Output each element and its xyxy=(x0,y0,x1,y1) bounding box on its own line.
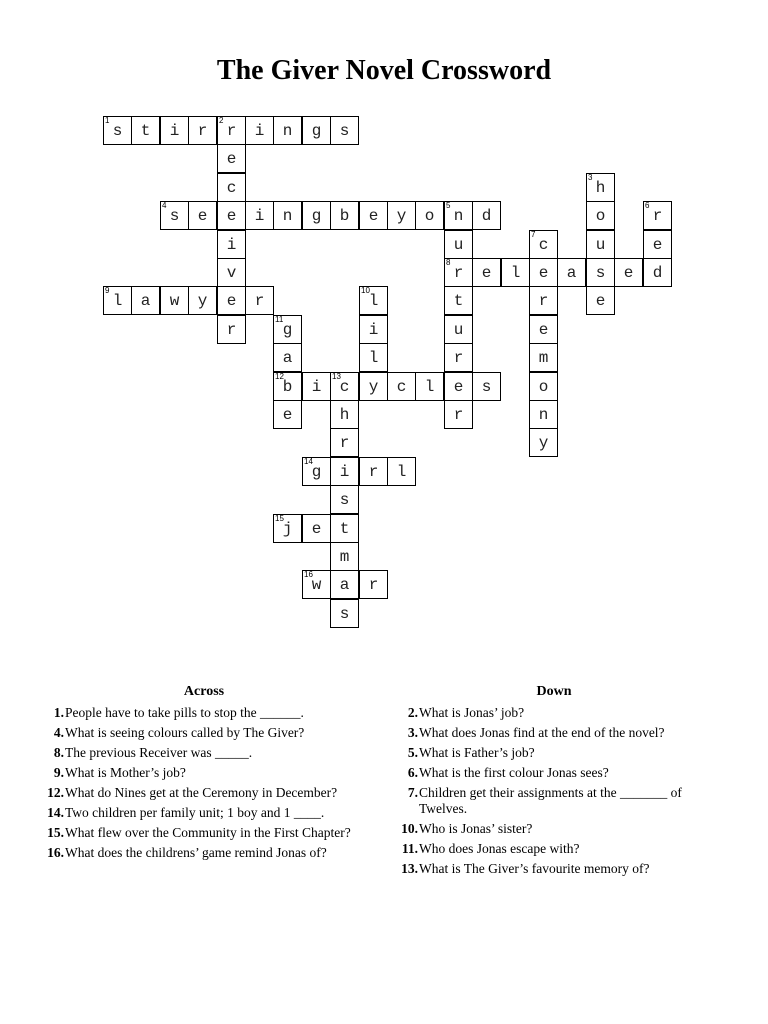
grid-cell xyxy=(359,372,388,401)
cell-letter: g xyxy=(311,462,322,481)
grid-cell xyxy=(103,116,132,145)
clue-number: 11. xyxy=(401,841,418,856)
clue-number: 6. xyxy=(407,765,418,780)
grid-cell xyxy=(529,372,558,401)
cell-letter: e xyxy=(282,405,293,424)
grid-cell xyxy=(586,201,615,230)
grid-cell xyxy=(472,201,501,230)
grid-cell xyxy=(103,286,132,315)
down-clue xyxy=(392,765,732,781)
clue-text: Children get their assignments at the _______ of Twelves. xyxy=(419,785,682,816)
clue-number: 6 xyxy=(645,201,650,210)
clue-number: 4 xyxy=(162,201,167,210)
down-clue xyxy=(392,841,732,857)
cell-letter: r xyxy=(538,291,549,310)
clue-number: 8 xyxy=(446,258,451,267)
grid-cell xyxy=(330,514,359,543)
grid-cell xyxy=(359,201,388,230)
grid-cell xyxy=(160,286,189,315)
cell-letter: c xyxy=(396,377,407,396)
cell-letter: m xyxy=(538,348,549,367)
across-clue xyxy=(38,805,368,821)
cell-letter: r xyxy=(254,291,265,310)
clue-text: Two children per family unit; 1 boy and 1 ____. xyxy=(65,805,325,820)
cell-letter: r xyxy=(339,433,350,452)
grid-cell xyxy=(529,286,558,315)
grid-cell xyxy=(217,286,246,315)
grid-cell xyxy=(643,258,672,287)
clue-text: What is Father’s job? xyxy=(419,745,535,760)
cell-letter: e xyxy=(226,206,237,225)
cell-letter: e xyxy=(538,263,549,282)
cell-letter: w xyxy=(169,291,180,310)
grid-cell xyxy=(359,570,388,599)
grid-cell xyxy=(245,201,274,230)
down-clue xyxy=(392,745,732,761)
clue-number: 13 xyxy=(332,372,341,381)
grid-cell xyxy=(188,201,217,230)
cell-letter: r xyxy=(368,462,379,481)
cell-letter: l xyxy=(510,263,521,282)
grid-cell xyxy=(273,372,302,401)
grid-cell xyxy=(444,258,473,287)
clue-text: What is seeing colours called by The Giver? xyxy=(65,725,305,740)
clue-number: 11 xyxy=(275,315,284,324)
grid-cell xyxy=(302,116,331,145)
clue-number: 12 xyxy=(275,372,284,381)
cell-letter: s xyxy=(595,263,606,282)
clue-text: What do Nines get at the Ceremony in December? xyxy=(65,785,338,800)
clue-number: 1. xyxy=(53,705,64,720)
grid-cell xyxy=(273,343,302,372)
clue-number: 7. xyxy=(407,785,418,800)
clue-text: What does Jonas find at the end of the novel? xyxy=(419,725,665,740)
cell-letter: s xyxy=(339,121,350,140)
down-clue xyxy=(392,725,732,741)
cell-letter: w xyxy=(311,575,322,594)
cell-letter: a xyxy=(339,575,350,594)
grid-cell xyxy=(387,457,416,486)
grid-cell xyxy=(359,343,388,372)
across-clues xyxy=(38,684,368,865)
grid-cell xyxy=(444,230,473,259)
down-clue xyxy=(392,785,732,817)
cell-letter: e xyxy=(652,235,663,254)
cell-letter: e xyxy=(481,263,492,282)
grid-cell xyxy=(444,201,473,230)
cell-letter: i xyxy=(311,377,322,396)
cell-letter: r xyxy=(652,206,663,225)
cell-letter: e xyxy=(311,519,322,538)
grid-cell xyxy=(302,570,331,599)
clue-number: 3 xyxy=(588,173,593,182)
cell-letter: n xyxy=(538,405,549,424)
across-clue xyxy=(38,825,368,841)
cell-letter: e xyxy=(595,291,606,310)
across-clue xyxy=(38,725,368,741)
grid-cell xyxy=(160,201,189,230)
cell-letter: l xyxy=(368,291,379,310)
grid-cell xyxy=(217,230,246,259)
grid-cell xyxy=(245,116,274,145)
grid-cell xyxy=(359,286,388,315)
cell-letter: n xyxy=(282,206,293,225)
across-clue xyxy=(38,705,368,721)
cell-letter: n xyxy=(453,206,464,225)
clue-number: 15 xyxy=(275,514,284,523)
grid-cell xyxy=(444,372,473,401)
cell-letter: e xyxy=(623,263,634,282)
cell-letter: l xyxy=(424,377,435,396)
grid-cell xyxy=(586,173,615,202)
clue-number: 10 xyxy=(361,286,370,295)
grid-cell xyxy=(359,315,388,344)
cell-letter: e xyxy=(226,149,237,168)
down-clue xyxy=(392,821,732,837)
grid-cell xyxy=(302,201,331,230)
cell-letter: b xyxy=(282,377,293,396)
clue-number: 1 xyxy=(105,116,110,125)
grid-cell xyxy=(586,230,615,259)
cell-letter: i xyxy=(339,462,350,481)
clue-text: Who is Jonas’ sister? xyxy=(419,821,533,836)
cell-letter: g xyxy=(311,121,322,140)
grid-cell xyxy=(188,286,217,315)
clue-text: Who does Jonas escape with? xyxy=(419,841,580,856)
cell-letter: u xyxy=(453,320,464,339)
grid-cell xyxy=(444,315,473,344)
cell-letter: j xyxy=(282,519,293,538)
grid-cell xyxy=(472,258,501,287)
across-clue xyxy=(38,845,368,861)
clue-number: 2 xyxy=(219,116,224,125)
grid-cell xyxy=(330,485,359,514)
grid-cell xyxy=(302,457,331,486)
cell-letter: r xyxy=(453,263,464,282)
cell-letter: r xyxy=(453,405,464,424)
clue-number: 10. xyxy=(401,821,418,836)
across-clue xyxy=(38,765,368,781)
grid-cell xyxy=(245,286,274,315)
cell-letter: i xyxy=(254,206,265,225)
grid-cell xyxy=(444,400,473,429)
cell-letter: a xyxy=(282,348,293,367)
grid-cell xyxy=(330,372,359,401)
clue-number: 14 xyxy=(304,457,313,466)
grid-cell xyxy=(330,542,359,571)
cell-letter: s xyxy=(339,604,350,623)
cell-letter: l xyxy=(396,462,407,481)
cell-letter: c xyxy=(339,377,350,396)
clue-text: What is Jonas’ job? xyxy=(419,705,525,720)
grid-cell xyxy=(586,258,615,287)
cell-letter: t xyxy=(339,519,350,538)
grid-cell xyxy=(415,201,444,230)
cell-letter: c xyxy=(538,235,549,254)
grid-cell xyxy=(529,230,558,259)
grid-cell xyxy=(273,400,302,429)
cell-letter: e xyxy=(368,206,379,225)
clue-text: What is Mother’s job? xyxy=(65,765,186,780)
grid-cell xyxy=(614,258,643,287)
grid-cell xyxy=(330,400,359,429)
cell-letter: t xyxy=(453,291,464,310)
across-heading: Across xyxy=(183,684,225,699)
cell-letter: a xyxy=(566,263,577,282)
cell-letter: t xyxy=(140,121,151,140)
cell-letter: r xyxy=(226,121,237,140)
grid-cell xyxy=(472,372,501,401)
cell-letter: o xyxy=(595,206,606,225)
clue-number: 8. xyxy=(53,745,64,760)
grid-cell xyxy=(586,286,615,315)
grid-cell xyxy=(273,514,302,543)
cell-letter: r xyxy=(226,320,237,339)
cell-letter: y xyxy=(197,291,208,310)
grid-cell xyxy=(529,258,558,287)
grid-cell xyxy=(330,201,359,230)
cell-letter: g xyxy=(282,320,293,339)
clue-text: People have to take pills to stop the ______. xyxy=(65,705,304,720)
grid-cell xyxy=(131,116,160,145)
clue-text: What flew over the Community in the First Chapter? xyxy=(65,825,351,840)
grid-cell xyxy=(330,570,359,599)
cell-letter: i xyxy=(226,235,237,254)
grid-cell xyxy=(217,173,246,202)
cell-letter: i xyxy=(368,320,379,339)
down-clue xyxy=(392,705,732,721)
cell-letter: r xyxy=(453,348,464,367)
grid-cell xyxy=(529,315,558,344)
cell-letter: a xyxy=(140,291,151,310)
cell-letter: s xyxy=(169,206,180,225)
clue-text: The previous Receiver was _____. xyxy=(65,745,253,760)
grid-cell xyxy=(330,457,359,486)
grid-cell xyxy=(131,286,160,315)
grid-cell xyxy=(330,428,359,457)
cell-letter: v xyxy=(226,263,237,282)
page-title: The Giver Novel Crossword xyxy=(216,55,552,86)
grid-cell xyxy=(302,514,331,543)
cell-letter: d xyxy=(481,206,492,225)
cell-letter: c xyxy=(226,178,237,197)
grid-cell xyxy=(501,258,530,287)
grid-cell xyxy=(415,372,444,401)
cell-letter: h xyxy=(339,405,350,424)
cell-letter: i xyxy=(254,121,265,140)
cell-letter: s xyxy=(112,121,123,140)
grid-cell xyxy=(444,343,473,372)
grid-cell xyxy=(330,116,359,145)
cell-letter: e xyxy=(538,320,549,339)
cell-letter: y xyxy=(396,206,407,225)
cell-letter: i xyxy=(169,121,180,140)
grid-cell xyxy=(643,201,672,230)
grid-cell xyxy=(359,457,388,486)
cell-letter: r xyxy=(368,575,379,594)
clue-number: 2. xyxy=(407,705,418,720)
clue-number: 12. xyxy=(47,785,64,800)
grid-cell xyxy=(387,201,416,230)
grid-cell xyxy=(217,258,246,287)
cell-letter: n xyxy=(282,121,293,140)
clue-number: 9. xyxy=(53,765,64,780)
cell-letter: m xyxy=(339,547,350,566)
grid-cell xyxy=(188,116,217,145)
grid-cell xyxy=(643,230,672,259)
across-clue xyxy=(38,745,368,761)
grid-cell xyxy=(387,372,416,401)
cell-letter: o xyxy=(538,377,549,396)
down-heading: Down xyxy=(536,684,572,699)
grid-cell xyxy=(529,343,558,372)
grid-cell xyxy=(529,400,558,429)
down-clue xyxy=(392,861,732,877)
grid-cell xyxy=(302,372,331,401)
cell-letter: d xyxy=(652,263,663,282)
cell-letter: e xyxy=(453,377,464,396)
grid-cell xyxy=(557,258,586,287)
clue-text: What does the childrens’ game remind Jonas of? xyxy=(65,845,327,860)
across-clue-list xyxy=(38,705,368,861)
cell-letter: o xyxy=(424,206,435,225)
clue-number: 14. xyxy=(47,805,64,820)
cell-letter: l xyxy=(112,291,123,310)
across-clue xyxy=(38,785,368,801)
cell-letter: g xyxy=(311,206,322,225)
clue-number: 3. xyxy=(407,725,418,740)
grid-cell xyxy=(217,315,246,344)
down-clues xyxy=(392,684,732,881)
cell-letter: e xyxy=(197,206,208,225)
cell-letter: l xyxy=(368,348,379,367)
cell-letter: y xyxy=(368,377,379,396)
clue-number: 5. xyxy=(407,745,418,760)
clue-number: 13. xyxy=(401,861,418,876)
clue-text: What is the first colour Jonas sees? xyxy=(419,765,609,780)
grid-cell xyxy=(273,116,302,145)
cell-letter: h xyxy=(595,178,606,197)
clue-number: 5 xyxy=(446,201,451,210)
grid-cell xyxy=(160,116,189,145)
clue-text: What is The Giver’s favourite memory of? xyxy=(419,861,650,876)
grid-cell xyxy=(217,116,246,145)
clue-number: 16. xyxy=(47,845,64,860)
grid-cell xyxy=(330,599,359,628)
clue-number: 16 xyxy=(304,570,313,579)
grid-cell xyxy=(273,315,302,344)
cell-letter: b xyxy=(339,206,350,225)
cell-letter: u xyxy=(595,235,606,254)
clue-number: 7 xyxy=(531,230,536,239)
down-clue-list xyxy=(392,705,732,877)
cell-letter: y xyxy=(538,433,549,452)
cell-letter: u xyxy=(453,235,464,254)
cell-letter: s xyxy=(481,377,492,396)
cell-letter: e xyxy=(226,291,237,310)
clue-number: 4. xyxy=(53,725,64,740)
cell-letter: s xyxy=(339,490,350,509)
grid-cell xyxy=(529,428,558,457)
grid-cell xyxy=(217,144,246,173)
grid-cell xyxy=(444,286,473,315)
cell-letter: r xyxy=(197,121,208,140)
clue-number: 9 xyxy=(105,286,110,295)
grid-cell xyxy=(217,201,246,230)
grid-cell xyxy=(273,201,302,230)
clue-number: 15. xyxy=(47,825,64,840)
